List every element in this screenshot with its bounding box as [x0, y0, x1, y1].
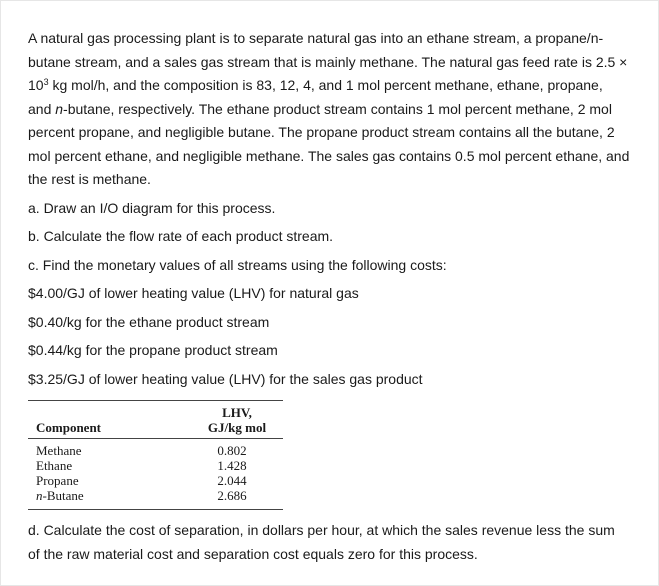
- table-row: [36, 473, 283, 488]
- and-word: and: [28, 100, 56, 117]
- table-bottom-rule: [28, 509, 283, 510]
- table-body: [28, 439, 283, 509]
- table-row: [36, 443, 283, 458]
- intro-line-4-rest: -butane, respectively. The ethane product stream contains 1 mol percent methane, 2 mol: [63, 100, 612, 117]
- row-lhv: 1.428: [217, 458, 247, 473]
- exponent: 3: [43, 77, 49, 87]
- n-italic: n: [55, 100, 64, 117]
- row-component: Methane: [36, 443, 82, 458]
- header-lhv: [191, 405, 283, 435]
- header-component: Component: [36, 420, 102, 435]
- row-lhv: 2.686: [217, 488, 247, 503]
- row-component: [36, 488, 207, 503]
- row-lhv: 0.802: [217, 443, 247, 458]
- cost-propane: $0.44/kg for the propane product stream: [28, 342, 278, 358]
- table-header: [28, 401, 283, 438]
- row-component: Propane: [36, 473, 79, 488]
- item-c: c. Find the monetary values of all streams using the following costs:: [28, 256, 447, 273]
- table-row: [36, 488, 283, 503]
- ten: 10: [28, 77, 44, 93]
- problem-text: [28, 27, 634, 566]
- intro-line-1: A natural gas processing plant is to separate natural gas into an ethane stream, a propane/n-: [28, 30, 604, 46]
- item-a: a. Draw an I/O diagram for this process.: [28, 199, 276, 216]
- row-component: Ethane: [36, 458, 73, 473]
- header-lhv-line1: LHV,: [222, 405, 252, 420]
- n-prefix: n: [36, 488, 43, 503]
- lhv-table: [28, 400, 283, 510]
- cost-ethane: $0.40/kg for the ethane product stream: [28, 313, 270, 330]
- item-d: [28, 519, 634, 566]
- intro-line-2: butane stream, and a sales gas stream that is mainly methane. The natural gas feed rate is 2.5 ×: [28, 53, 628, 70]
- butane-label: -Butane: [42, 488, 84, 503]
- intro-line-6: mol percent ethane, and negligible methane. The sales gas contains 0.5 mol percent ethane, and: [28, 147, 630, 164]
- item-d-line2: of the raw material cost and separation cost equals zero for this process.: [28, 545, 478, 562]
- problem-intro: [28, 27, 634, 192]
- intro-line-5: percent propane, and negligible butane. The propane product stream contains all the butane, 2: [28, 124, 615, 140]
- intro-line-3: [28, 74, 634, 98]
- intro-line-3-rest: kg mol/h, and the composition is 83, 12, 4, and 1 mol percent methane, ethane, propane,: [48, 77, 603, 93]
- item-b: b. Calculate the flow rate of each product stream.: [28, 228, 334, 244]
- table-row: [36, 458, 283, 473]
- header-lhv-line2: GJ/kg mol: [207, 420, 267, 435]
- cost-sales-gas: $3.25/GJ of lower heating value (LHV) for the sales gas product: [28, 370, 423, 387]
- intro-line-7: the rest is methane.: [28, 171, 151, 187]
- row-lhv: 2.044: [217, 473, 247, 488]
- item-d-line1: d. Calculate the cost of separation, in dollars per hour, at which the sales revenue less the sum: [28, 522, 615, 538]
- intro-line-4: [28, 98, 634, 122]
- cost-natural-gas: $4.00/GJ of lower heating value (LHV) for natural gas: [28, 285, 359, 301]
